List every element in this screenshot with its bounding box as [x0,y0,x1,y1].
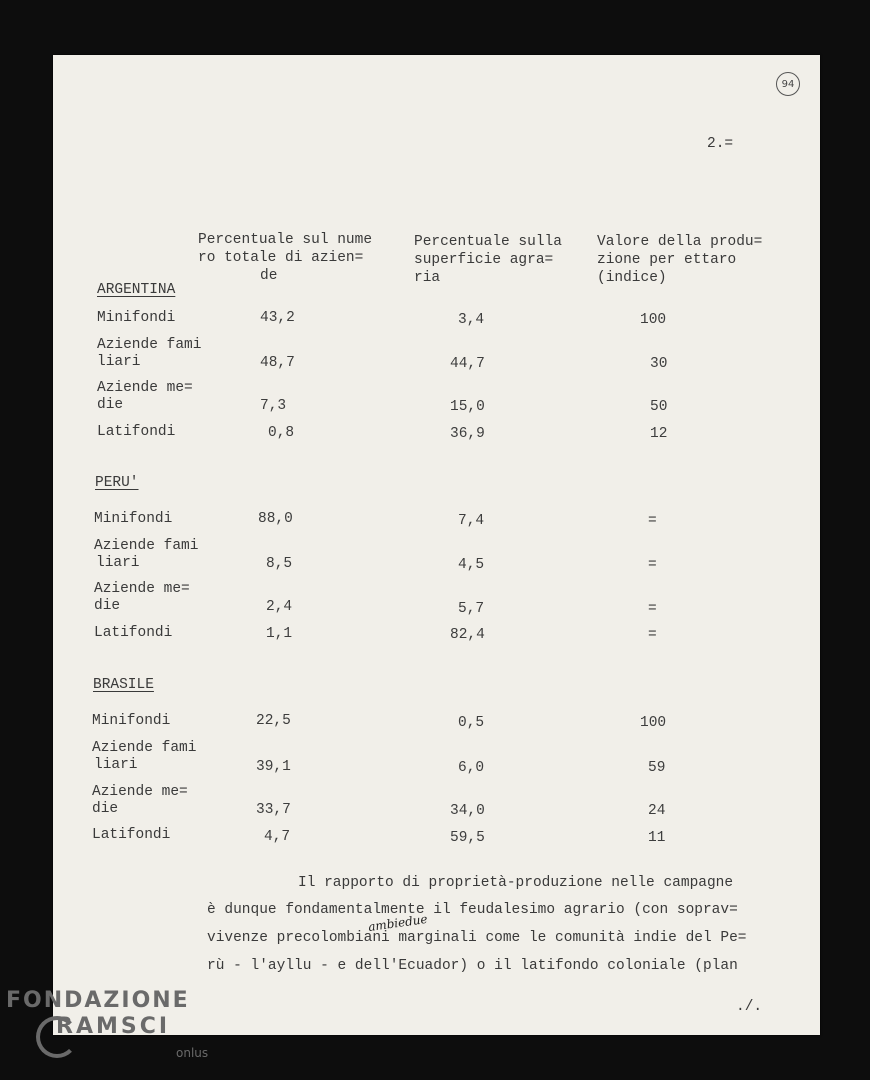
value-superficie: 6,0 [458,760,485,776]
value-superficie: 5,7 [458,601,485,617]
section-title-peru: PERU' [95,475,139,491]
value-aziende: 22,5 [256,713,291,729]
value-aziende: 0,8 [268,425,295,441]
section-title-argentina: ARGENTINA [97,282,176,298]
paragraph-line-4: rù - l'ayllu - e dell'Ecuador) o il latifondo coloniale (plan [207,958,738,974]
row-label-cont: liari [94,757,138,773]
value-superficie: 7,4 [458,513,485,529]
watermark-line3: onlus [176,1046,209,1060]
value-indice: 50 [650,399,668,415]
row-label-cont: die [94,598,121,614]
value-aziende: 43,2 [260,310,295,326]
value-superficie: 82,4 [450,627,485,643]
header-col2-line3: ria [414,270,441,286]
value-indice: = [648,557,657,573]
value-aziende: 1,1 [266,626,293,642]
value-superficie: 44,7 [450,356,485,372]
paragraph-line-1: Il rapporto di proprietà-produzione nelle campagne [298,875,734,891]
header-col3-line3: (indice) [597,270,667,286]
value-indice: 100 [640,312,667,328]
row-label-cont: die [97,397,124,413]
row-label-cont: liari [97,354,141,370]
value-aziende: 39,1 [256,759,291,775]
header-col2-line1: Percentuale sulla [414,234,562,250]
row-label-cont: die [92,801,119,817]
row-label: Aziende me= [97,380,193,396]
value-aziende: 8,5 [266,556,293,572]
row-label: Minifondi [92,713,171,729]
value-indice: 30 [650,356,668,372]
value-superficie: 59,5 [450,830,485,846]
value-indice: = [648,513,657,529]
header-col1-line3: de [260,268,278,284]
row-label: Aziende fami [97,337,202,353]
value-superficie: 0,5 [458,715,485,731]
value-aziende: 33,7 [256,802,291,818]
value-indice: 59 [648,760,666,776]
row-label: Latifondi [97,424,176,440]
row-label: Latifondi [92,827,171,843]
watermark-line1: FONDAZIONE [6,988,190,1013]
value-indice: 12 [650,426,668,442]
value-superficie: 34,0 [450,803,485,819]
value-aziende: 2,4 [266,599,293,615]
value-aziende: 4,7 [264,829,291,845]
section-title-brasile: BRASILE [93,677,154,693]
value-aziende: 48,7 [260,355,295,371]
row-label: Minifondi [97,310,176,326]
value-aziende: 88,0 [258,511,293,527]
handwritten-annotation: ambiedue [367,911,429,935]
header-col1-line2: ro totale di azien= [198,250,364,266]
page-number: 2.= [707,136,734,152]
value-superficie: 36,9 [450,426,485,442]
value-indice: = [648,601,657,617]
header-col2-line2: superficie agra= [414,252,554,268]
row-label: Aziende fami [94,538,199,554]
value-indice: 24 [648,803,666,819]
header-col3-line1: Valore della produ= [597,234,763,250]
row-label: Minifondi [94,511,173,527]
watermark-line2: RAMSCI [56,1014,171,1039]
row-label: Aziende me= [92,784,188,800]
row-label: Latifondi [94,625,173,641]
value-indice: 11 [648,830,666,846]
row-label: Aziende fami [92,740,197,756]
value-superficie: 3,4 [458,312,485,328]
value-superficie: 4,5 [458,557,485,573]
row-label-cont: liari [96,555,140,571]
header-col3-line2: zione per ettaro [597,252,737,268]
continuation-mark: ./. [736,999,763,1015]
row-label: Aziende me= [94,581,190,597]
value-aziende: 7,3 [260,398,287,414]
value-indice: 100 [640,715,667,731]
value-indice: = [648,627,657,643]
paragraph-line-2: è dunque fondamentalmente il feudalesimo agrario (con soprav= [207,902,738,918]
paragraph-line-3: vivenze precolombiani marginali come le comunità indie del Pe= [207,930,747,946]
header-col1-line1: Percentuale sul nume [198,232,373,248]
page-stamp: 94 [776,72,800,96]
value-superficie: 15,0 [450,399,485,415]
